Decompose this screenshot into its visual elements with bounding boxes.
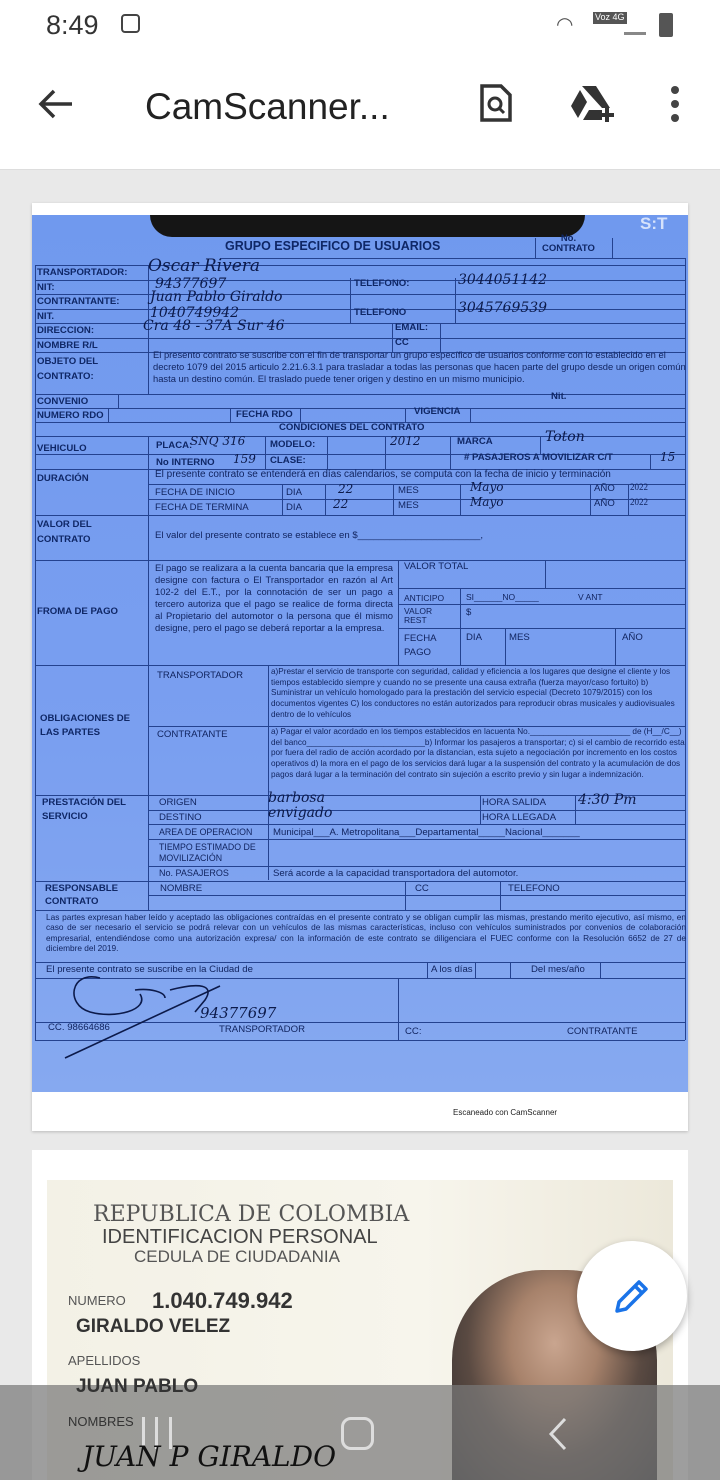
clase-label: CLASE:	[270, 455, 306, 466]
grid-line	[148, 839, 685, 840]
id-numero: 1.040.749.942	[152, 1288, 293, 1313]
grid-line	[35, 323, 685, 324]
fecha-pago-ano: AÑO	[622, 632, 643, 643]
grid-line	[148, 810, 685, 811]
dia-label: DIA	[286, 487, 302, 498]
transportador-label: TRANSPORTADOR:	[37, 267, 128, 278]
obligaciones-label: OBLIGACIONES DE	[40, 713, 131, 724]
grid-line	[612, 238, 613, 258]
numero-rdo-label: NUMERO RDO	[37, 410, 104, 421]
more-vert-icon[interactable]	[668, 84, 682, 124]
placa-label: PLACA:	[156, 440, 193, 451]
contratante-label: CONTRANTANTE:	[37, 296, 120, 307]
grid-line	[35, 294, 685, 295]
grid-line	[405, 881, 406, 910]
objeto-label: OBJETO DEL	[37, 356, 99, 367]
convenio-label: CONVENIO	[37, 396, 89, 407]
app-bar	[0, 50, 720, 170]
grid-line	[35, 560, 685, 561]
grid-line	[615, 628, 616, 665]
id-apellidos: GIRALDO VELEZ	[76, 1316, 231, 1337]
interno-label: No INTERNO	[156, 457, 215, 468]
a-los-dias-label: A los días	[431, 964, 473, 975]
grid-line	[108, 408, 109, 422]
signature-number: 94377697	[200, 1004, 277, 1022]
duracion-label: DURACIÓN	[37, 473, 89, 484]
valor-rest-label: VALOR REST	[404, 606, 433, 626]
no-pasajeros-text: Será acorde a la capacidad transportadora del automotor.	[273, 868, 519, 879]
telefono-value: 3044051142	[458, 272, 548, 288]
fecha-pago-label: FECHA PAGO	[404, 633, 437, 658]
grid-line	[440, 323, 441, 352]
grid-line	[148, 866, 685, 867]
signal-icon	[624, 15, 646, 35]
placa-value: SNQ 316	[190, 434, 246, 448]
inicio-mes: Mayo	[470, 480, 504, 494]
grid-line	[470, 408, 471, 422]
nit-label: NIT:	[37, 282, 55, 293]
id-numero-label: NUMERO	[68, 1293, 126, 1308]
termina-dia: 22	[333, 497, 349, 511]
ob-contratante-text: a) Pagar el valor acordado en los tiempos establecidos en lacuenta No.______________________ de (H__/C__) del banco__________________________b) Informar los pasajeros a transportar; c) si el cambio de recorrido esta por fuera del radio de acción acordado por la distancian, esta sujeto a negociación por incremento en los costos operativos d) la mora en el pago de los servicios dará lugar a la suspensión del contrato y la acumulación de dos pagos dará lugar a la terminación del contrato sin sujeción a escrito previo y sin lugar a indemnización.	[271, 727, 685, 779]
cc-label: CC	[395, 337, 409, 348]
fecha-pago-dia: DIA	[466, 632, 482, 643]
ob-contratante-label: CONTRATANTE	[157, 729, 228, 740]
grid-line	[545, 560, 546, 588]
grid-line	[265, 436, 266, 469]
origen-value: barbosa	[268, 790, 325, 806]
id-nombres: JUAN PABLO	[76, 1376, 199, 1397]
cc-transportador: CC. 98664686	[48, 1022, 110, 1033]
grid-line	[148, 895, 685, 896]
inicio-dia: 22	[338, 482, 354, 496]
grid-line	[35, 338, 685, 339]
inicio-ano: 2022	[630, 482, 648, 492]
transportador-signature-label: TRANSPORTADOR	[219, 1024, 305, 1035]
objeto-label-2: CONTRATO:	[37, 371, 94, 382]
prestacion-label-2: SERVICIO	[42, 811, 88, 822]
battery-icon	[659, 13, 673, 37]
dia-label-2: DIA	[286, 502, 302, 513]
anticipo-label: ANTICIPO	[404, 593, 445, 603]
valor-rest-dollar: $	[466, 607, 472, 618]
grid-line	[398, 588, 685, 589]
grid-line	[230, 408, 231, 422]
grid-line	[268, 665, 269, 880]
grid-line	[118, 394, 119, 408]
modelo-label: MODELO:	[270, 439, 316, 450]
grid-line	[350, 278, 351, 323]
grid-line	[650, 454, 651, 469]
grid-line	[35, 265, 685, 266]
grid-line	[398, 604, 685, 605]
form-header: GRUPO ESPECIFICO DE USUARIOS	[225, 239, 441, 253]
grid-line	[398, 560, 399, 665]
obligaciones-label-2: LAS PARTES	[40, 727, 101, 738]
grid-line	[35, 881, 685, 882]
fecha-inicio-label: FECHA DE INICIO	[155, 487, 235, 498]
grid-line	[600, 962, 601, 978]
grid-line	[35, 265, 36, 1040]
mes-label-2: MES	[398, 500, 419, 511]
termina-ano: 2022	[630, 497, 648, 507]
termina-mes: Mayo	[470, 495, 504, 509]
grid-line	[393, 484, 394, 515]
hora-salida-value: 4:30 Pm	[578, 792, 637, 808]
closing-text: Las partes expresan haber leído y aceptado las obligaciones contraídas en el presente contrato y se obligan cumplir las mismas, prestando merito ejecutivo, así mismo, en caso de ser necesario el servicio se podrá relevar con un vehículos de las mismas características, incluso con vehículos suministrados por convenios de colaboración empresarial, entendiéndose como una autorización expresa/ con la información de este contrato se diligenciara el FUEC conforme con la Resolución 6652 de 27 de diciembre del 2019.	[46, 912, 686, 954]
grid-line	[398, 628, 685, 629]
forma-pago-label: FROMA DE PAGO	[37, 606, 119, 617]
direccion-value: Cra 48 - 37A Sur 46	[143, 318, 285, 334]
vant-label: V ANT	[578, 592, 603, 602]
id-line-1: REPUBLICA DE COLOMBIA	[93, 1202, 410, 1227]
document-title: CamScanner...	[145, 86, 390, 127]
origen-label: ORIGEN	[159, 797, 197, 808]
objeto-text: El presento contrato se suscribe con el fin de transportar un grupo específico de usuarios conforme con lo establecido en el decreto 1079 del 2015 articulo 2.21.6.3.1 para trasladar a todas las personas que hacen parte del grupo desde un origen común hasta un destino común. El traslado puede tener origen y destino en un mismo municipio.	[153, 349, 686, 384]
grid-line	[148, 824, 685, 825]
grid-line	[282, 484, 283, 515]
clock-notification-icon	[121, 14, 140, 33]
grid-line	[35, 436, 685, 437]
google-drive-add-icon[interactable]	[569, 84, 615, 124]
cc2-label: CC	[415, 883, 429, 894]
status-time: 8:49	[46, 10, 99, 40]
network-badge: Voz 4G	[595, 12, 625, 22]
hora-salida-label: HORA SALIDA	[482, 797, 546, 808]
telefono2-value: 3045769539	[458, 300, 548, 316]
interno-value: 159	[233, 452, 256, 466]
telefono3-label: TELEFONO	[508, 883, 560, 894]
edit-fab[interactable]	[577, 1241, 687, 1351]
nombre-label: NOMBRE	[160, 883, 203, 894]
ciudad-label: El presente contrato se suscribe en la Ciudad de	[46, 964, 253, 975]
status-bar	[0, 0, 720, 50]
modelo-value: 2012	[390, 434, 421, 448]
grid-line	[500, 881, 501, 910]
pasajeros-label: # PASAJEROS A MOVILIZAR C/T	[464, 452, 613, 463]
grid-line	[590, 484, 591, 515]
nit2-label: NIT.	[37, 311, 55, 322]
grid-line	[628, 484, 629, 515]
marca-value: Toton	[545, 429, 585, 445]
email-label: EMAIL:	[395, 322, 429, 333]
grid-line	[398, 978, 399, 1040]
id-apellidos-label: APELLIDOS	[68, 1353, 141, 1368]
no-pasajeros-label: No. PASAJEROS	[159, 868, 229, 878]
id-nombres-label: NOMBRES	[68, 1414, 134, 1429]
grid-line	[385, 436, 386, 469]
grid-line	[460, 484, 461, 515]
grid-line	[427, 962, 428, 978]
si-no-field: SI______NO_____	[466, 592, 539, 602]
pasajeros-value: 15	[660, 450, 676, 464]
transportador-value: Oscar Rivera	[148, 256, 261, 276]
grid-line	[35, 394, 685, 395]
document-search-icon[interactable]	[479, 83, 513, 123]
grid-line	[450, 436, 451, 469]
vigencia-label: VIGENCIA	[414, 406, 461, 417]
back-button[interactable]	[548, 1417, 568, 1451]
logo: S:T	[640, 214, 668, 233]
forma-pago-text: El pago se realizara a la cuenta bancaria que la empresa designe con factura o El Transportador en razón al Art 102-2 del E.T., por la connotación de ser un pago a tercero autoriza que el pago se realice de forma directa al Propietario del automotor o la persona que él mismo designe, pero el pago se deberá reportar a la empresa.	[155, 562, 393, 634]
mes-label: MES	[398, 485, 419, 496]
id-line-3: CEDULA DE CIUDADANIA	[134, 1247, 340, 1266]
telefono-label: TELEFONO:	[354, 278, 410, 289]
grid-line	[405, 408, 406, 422]
grid-line	[325, 484, 326, 515]
destino-value: envigado	[268, 805, 333, 821]
fecha-pago-mes: MES	[509, 632, 530, 643]
valor-text: El valor del presente contrato se establece en $_______________________,	[155, 530, 484, 541]
grid-line	[327, 436, 328, 469]
grid-line	[475, 962, 476, 978]
area-text: Municipal___A. Metropolitana___Departamental_____Nacional_______	[273, 827, 580, 838]
marca-label: MARCA	[457, 436, 493, 447]
tiempo-label: TIEMPO ESTIMADO DE MOVILIZACIÓN	[159, 842, 256, 863]
grid-line	[35, 910, 685, 911]
nit2-value: 1040749942	[150, 305, 240, 321]
contratante-signature-label: CONTRATANTE	[567, 1026, 638, 1037]
nombre-rl-label: NOMBRE R/L	[37, 340, 98, 351]
prestacion-label: PRESTACIÓN DEL	[42, 797, 127, 808]
ob-transportador-label: TRANSPORTADOR	[157, 670, 243, 681]
home-button[interactable]	[341, 1417, 374, 1450]
duracion-text: El presente contrato se entenderá en días calendarios, se computa con la fecha de inicio y terminación	[155, 469, 611, 480]
wifi-icon: ◠	[556, 14, 574, 36]
vehiculo-label: VEHICULO	[37, 443, 87, 454]
grid-line	[460, 588, 461, 665]
grid-line	[510, 962, 511, 978]
destino-label: DESTINO	[159, 812, 202, 823]
telefono2-label: TELEFONO	[354, 307, 407, 318]
valor-label: VALOR DEL	[37, 519, 92, 530]
grid-line	[148, 436, 149, 910]
del-mes-label: Del mes/año	[531, 964, 585, 975]
grid-line	[480, 795, 481, 824]
valor-label-2: CONTRATO	[37, 534, 91, 545]
grid-line	[535, 238, 536, 258]
condiciones-heading: CONDICIONES DEL CONTRATO	[279, 422, 425, 433]
id-line-2: IDENTIFICACION PERSONAL	[102, 1226, 378, 1248]
responsable-label: RESPONSABLE	[45, 883, 119, 894]
grid-line	[575, 795, 576, 824]
ano-label-2: AÑO	[594, 498, 615, 509]
direccion-label: DIRECCION:	[37, 325, 95, 336]
grid-line	[35, 515, 685, 516]
grid-line	[35, 665, 685, 666]
fecha-rdo-label: FECHA RDO	[236, 409, 293, 420]
ob-transportador-text: a)Prestar el servicio de transporte con seguridad, calidad y eficiencia a los lugares que designe el cliente y los tiempos establecido siempre y cuando no se presente una causa extraña (fuerza mayor/caso fortuito) b) Suministrar un vehículo homologado para la prestación del servicio especial (Decreto 1079/2015) con los documentos vigentes C) los conductores no están autorizados para reproducir obras musicales y audiovisuales dentro de lo vehículos	[271, 667, 675, 719]
grid-line	[300, 408, 301, 422]
grid-line	[35, 408, 685, 409]
grid-line	[455, 278, 456, 323]
clip-shadow	[150, 215, 585, 237]
nit-value: 94377697	[155, 276, 227, 292]
cc3-label: CC:	[405, 1026, 422, 1037]
watermark-text: Escaneado con CamScanner	[453, 1108, 558, 1117]
back-arrow-icon[interactable]	[38, 88, 74, 120]
area-label: AREA DE OPERACION	[159, 827, 253, 837]
fecha-termina-label: FECHA DE TERMINA	[155, 502, 249, 513]
hora-llegada-label: HORA LLEGADA	[482, 812, 557, 823]
responsable-label-2: CONTRATO	[45, 896, 99, 907]
grid-line	[392, 323, 393, 352]
no-contrato-label: No. CONTRATO	[542, 233, 595, 255]
grid-line	[220, 258, 685, 259]
edit-pencil-icon	[613, 1277, 651, 1315]
nit3-label: Nit.	[551, 391, 567, 402]
id-signature: JUAN P GIRALDO	[82, 1440, 337, 1473]
grid-line	[505, 628, 506, 665]
contratante-value: Juan Pablo Giraldo	[150, 289, 283, 305]
valor-total-label: VALOR TOTAL	[404, 561, 469, 572]
ano-label: AÑO	[594, 483, 615, 494]
